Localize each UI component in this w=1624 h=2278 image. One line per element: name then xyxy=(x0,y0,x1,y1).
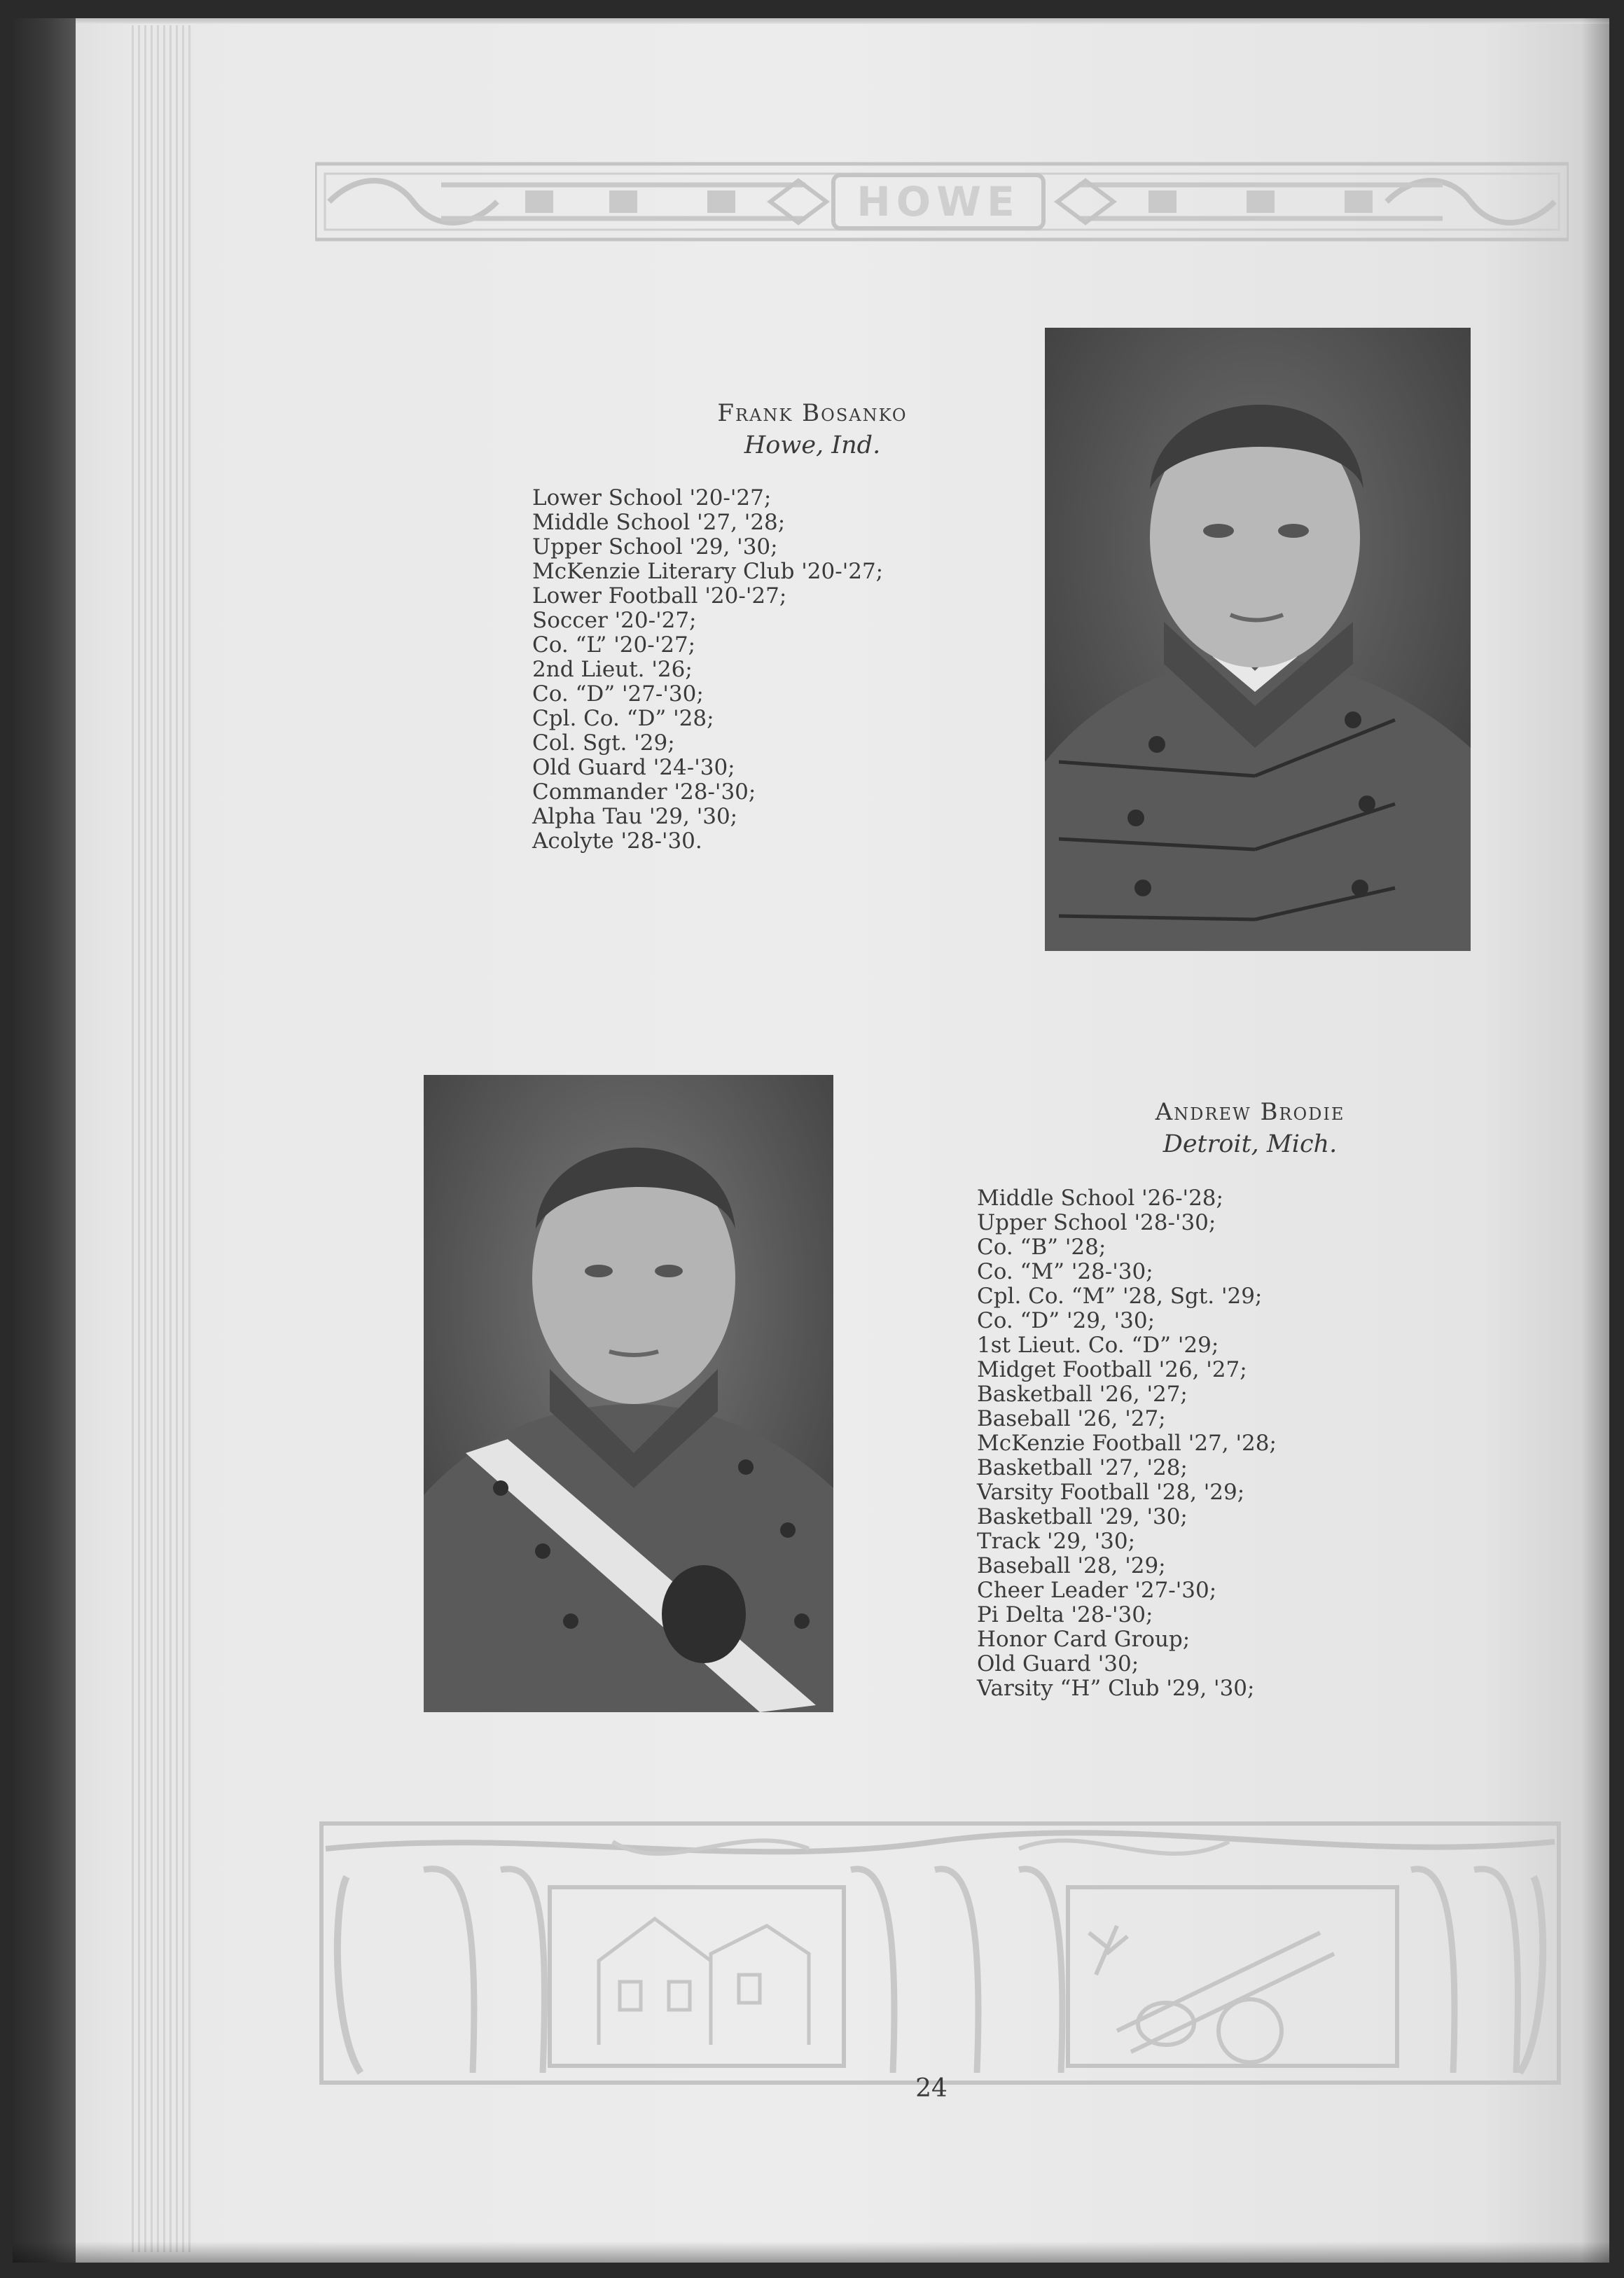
activity-item: Midget Football '26, '27; xyxy=(977,1357,1247,1382)
activity-item: Middle School '27, '28; xyxy=(532,510,786,535)
activity-item: Co. “D” '29, '30; xyxy=(977,1308,1155,1333)
header-label: HOWE xyxy=(856,178,1020,225)
footer-ornament xyxy=(319,1821,1562,2087)
activity-list xyxy=(977,1186,1411,1701)
activity-item: Varsity “H” Club '29, '30; xyxy=(977,1676,1255,1701)
activity-item: McKenzie Literary Club '20-'27; xyxy=(532,559,884,584)
activity-item: Cpl. Co. “M” '28, Sgt. '29; xyxy=(977,1284,1263,1309)
activity-item: Varsity Football '28, '29; xyxy=(977,1480,1245,1505)
page-number: 24 xyxy=(915,2074,948,2103)
activity-item: 2nd Lieut. '26; xyxy=(532,657,693,682)
activity-item: Upper School '29, '30; xyxy=(532,534,778,560)
activity-item: Upper School '28-'30; xyxy=(977,1210,1216,1235)
activity-item: Col. Sgt. '29; xyxy=(532,730,675,756)
entry-frank-bosanko xyxy=(532,399,980,854)
activity-item: Soccer '20-'27; xyxy=(532,608,697,633)
activity-item: McKenzie Football '27, '28; xyxy=(977,1431,1277,1456)
book-binding xyxy=(13,18,76,2263)
activity-item: Honor Card Group; xyxy=(977,1627,1191,1652)
activity-item: Pi Delta '28-'30; xyxy=(977,1602,1153,1627)
activity-item: Lower Football '20-'27; xyxy=(532,583,787,609)
activity-item: Basketball '27, '28; xyxy=(977,1455,1188,1480)
activity-item: Old Guard '24-'30; xyxy=(532,755,735,780)
page-top-edge xyxy=(13,18,1609,24)
activity-item: 1st Lieut. Co. “D” '29; xyxy=(977,1333,1219,1358)
activity-item: Baseball '28, '29; xyxy=(977,1553,1166,1578)
activity-item: Acolyte '28-'30. xyxy=(532,828,702,854)
student-hometown: Howe, Ind. xyxy=(744,431,881,459)
activity-item: Co. “B” '28; xyxy=(977,1235,1106,1260)
portrait-photo-andrew-brodie xyxy=(424,1075,833,1712)
student-hometown: Detroit, Mich. xyxy=(1163,1130,1338,1158)
portrait-graphic xyxy=(1045,328,1471,951)
stacked-page-edges xyxy=(132,25,195,2252)
header-ornament xyxy=(315,160,1569,244)
activity-item: Cpl. Co. “D” '28; xyxy=(532,706,714,731)
activity-item: Basketball '29, '30; xyxy=(977,1504,1188,1529)
entry-andrew-brodie xyxy=(977,1098,1411,1701)
activity-item: Co. “L” '20-'27; xyxy=(532,632,696,658)
activity-item: Commander '28-'30; xyxy=(532,779,756,805)
portrait-graphic xyxy=(424,1075,833,1712)
page-bottom-shadow xyxy=(13,2242,1609,2263)
portrait-photo-frank-bosanko xyxy=(1045,328,1471,951)
activity-item: Co. “D” '27-'30; xyxy=(532,681,704,707)
activity-item: Baseball '26, '27; xyxy=(977,1406,1166,1431)
student-name: Andrew Brodie xyxy=(1155,1098,1345,1126)
activity-item: Track '29, '30; xyxy=(977,1529,1136,1554)
activity-item: Basketball '26, '27; xyxy=(977,1382,1188,1407)
activity-item: Cheer Leader '27-'30; xyxy=(977,1578,1217,1603)
activity-item: Middle School '26-'28; xyxy=(977,1186,1223,1211)
activity-item: Old Guard '30; xyxy=(977,1651,1139,1676)
activity-item: Lower School '20-'27; xyxy=(532,485,772,511)
student-name: Frank Bosanko xyxy=(717,399,908,427)
activity-item: Co. “M” '28-'30; xyxy=(977,1259,1153,1284)
page-right-shadow xyxy=(1581,18,1609,2263)
activity-item: Alpha Tau '29, '30; xyxy=(532,804,738,829)
activity-list xyxy=(532,486,980,854)
footer-ornament-graphic xyxy=(319,1821,1562,2087)
